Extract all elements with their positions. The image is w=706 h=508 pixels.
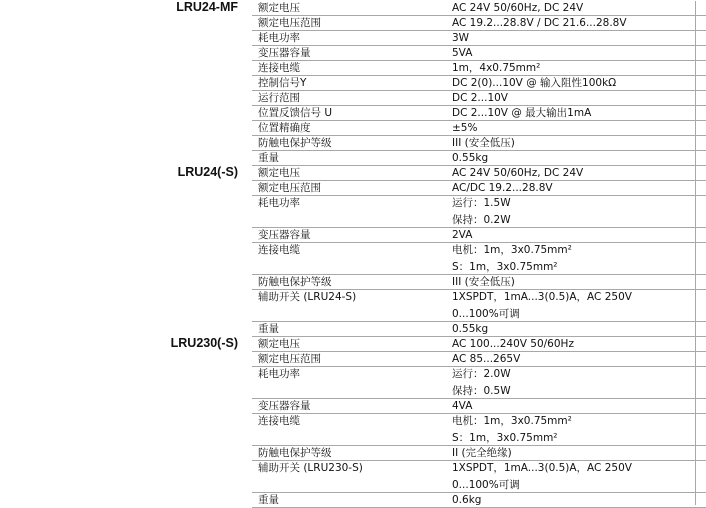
spec-value-line: 2VA [452,229,473,241]
spec-label: 额定电压范围 [258,353,321,365]
spec-value [452,414,706,445]
spec-row [252,461,706,493]
spec-label: 连接电缆 [258,415,300,427]
spec-value [452,31,706,45]
spec-value-line: AC 24V 50/60Hz, DC 24V [452,167,584,179]
spec-value-line: AC 19.2...28.8V / DC 21.6...28.8V [452,17,627,29]
spec-value-line: 保持：0.5W [452,385,511,397]
spec-value [452,322,706,336]
spec-row [252,136,706,151]
spec-value-line: 运行：1.5W [452,197,511,209]
spec-value-line: 保持：0.2W [452,214,511,226]
spec-label: 变压器容量 [258,400,311,412]
spec-row [252,151,706,166]
model-name: LRU24(-S) [177,165,238,179]
spec-row [252,290,706,322]
spec-value-line: DC 2...10V [452,92,508,104]
spec-value [452,1,706,15]
spec-row [252,243,706,275]
spec-value-line: III (安全低压) [452,137,515,149]
spec-value-line: S：1m，3x0.75mm² [452,432,558,444]
spec-row [252,446,706,461]
spec-value-line: S：1m，3x0.75mm² [452,261,558,273]
spec-label: 重量 [258,494,279,506]
spec-row [252,106,706,121]
spec-value-line: 1m，4x0.75mm² [452,62,541,74]
spec-row [252,493,706,508]
spec-row [252,121,706,136]
spec-value [452,151,706,165]
spec-row [252,414,706,446]
spec-value [452,196,706,227]
spec-label: 额定电压 [258,338,300,350]
spec-value [452,446,706,460]
spec-value-line: ±5% [452,122,478,134]
spec-value [452,290,706,321]
spec-label: 重量 [258,323,279,335]
spec-label: 控制信号Y [258,77,307,89]
spec-row [252,399,706,414]
spec-label: 防触电保护等级 [258,137,332,149]
spec-label: 变压器容量 [258,229,311,241]
model-name: LRU24-MF [176,0,238,14]
spec-row [252,31,706,46]
spec-label: 额定电压范围 [258,182,321,194]
spec-table [252,1,706,508]
spec-value-line: 0.55kg [452,323,489,335]
spec-value-line: 0.55kg [452,152,489,164]
spec-label: 辅助开关 (LRU24-S) [258,291,357,303]
spec-row [252,166,706,181]
spec-row [252,337,706,352]
spec-row [252,196,706,228]
spec-value-line: 电机：1m，3x0.75mm² [452,244,572,256]
spec-row [252,367,706,399]
spec-label: 辅助开关 (LRU230-S) [258,462,363,474]
spec-value [452,166,706,180]
spec-value [452,352,706,366]
spec-label: 额定电压 [258,2,300,14]
spec-value [452,493,706,507]
spec-value-line: DC 2(0)...10V @ 输入阻性100kΩ [452,77,617,89]
spec-label: 变压器容量 [258,47,311,59]
spec-value [452,136,706,150]
spec-row [252,16,706,31]
spec-value-line: 4VA [452,400,473,412]
spec-row [252,352,706,367]
spec-label: 额定电压 [258,167,300,179]
spec-value-line: 运行：2.0W [452,368,511,380]
spec-value-line: AC/DC 19.2...28.8V [452,182,553,194]
spec-value [452,16,706,30]
spec-label: 重量 [258,152,279,164]
spec-section [252,337,706,508]
spec-label: 运行范围 [258,92,300,104]
spec-section [252,1,706,166]
spec-row [252,91,706,106]
spec-value [452,243,706,274]
spec-label: 位置精确度 [258,122,311,134]
spec-row [252,76,706,91]
spec-value [452,106,706,120]
spec-value-line: 5VA [452,47,473,59]
spec-label: 额定电压范围 [258,17,321,29]
spec-label: 耗电功率 [258,368,300,380]
spec-row [252,228,706,243]
spec-row [252,322,706,337]
spec-label: 耗电功率 [258,32,300,44]
spec-label: 防触电保护等级 [258,447,332,459]
spec-value [452,228,706,242]
spec-value-line: 1XSPDT，1mA...3(0.5)A，AC 250V [452,462,632,474]
spec-value [452,76,706,90]
spec-label: 连接电缆 [258,62,300,74]
spec-value [452,275,706,289]
spec-label: 位置反馈信号 U [258,107,333,119]
spec-value [452,461,706,492]
model-name: LRU230(-S) [170,336,238,350]
spec-value [452,91,706,105]
spec-value [452,337,706,351]
spec-value-line: 1XSPDT，1mA...3(0.5)A，AC 250V [452,291,632,303]
spec-label: 耗电功率 [258,197,300,209]
spec-value [452,61,706,75]
spec-row [252,275,706,290]
spec-value-line: 3W [452,32,470,44]
spec-row [252,1,706,16]
spec-value-line: DC 2...10V @ 最大输出1mA [452,107,592,119]
spec-value [452,181,706,195]
spec-value-line: 0...100%可调 [452,479,520,491]
spec-value-line: II (完全绝缘) [452,447,512,459]
spec-value [452,121,706,135]
spec-row [252,46,706,61]
spec-value [452,46,706,60]
spec-section [252,166,706,337]
spec-value-line: 0...100%可调 [452,308,520,320]
spec-value [452,367,706,398]
spec-value-line: AC 100...240V 50/60Hz [452,338,574,350]
spec-row [252,61,706,76]
spec-value-line: III (安全低压) [452,276,515,288]
spec-value [452,399,706,413]
spec-label: 防触电保护等级 [258,276,332,288]
spec-value-line: 0.6kg [452,494,482,506]
spec-value-line: 电机：1m，3x0.75mm² [452,415,572,427]
spec-label: 连接电缆 [258,244,300,256]
spec-value-line: AC 85...265V [452,353,521,365]
spec-value-line: AC 24V 50/60Hz, DC 24V [452,2,584,14]
spec-row [252,181,706,196]
